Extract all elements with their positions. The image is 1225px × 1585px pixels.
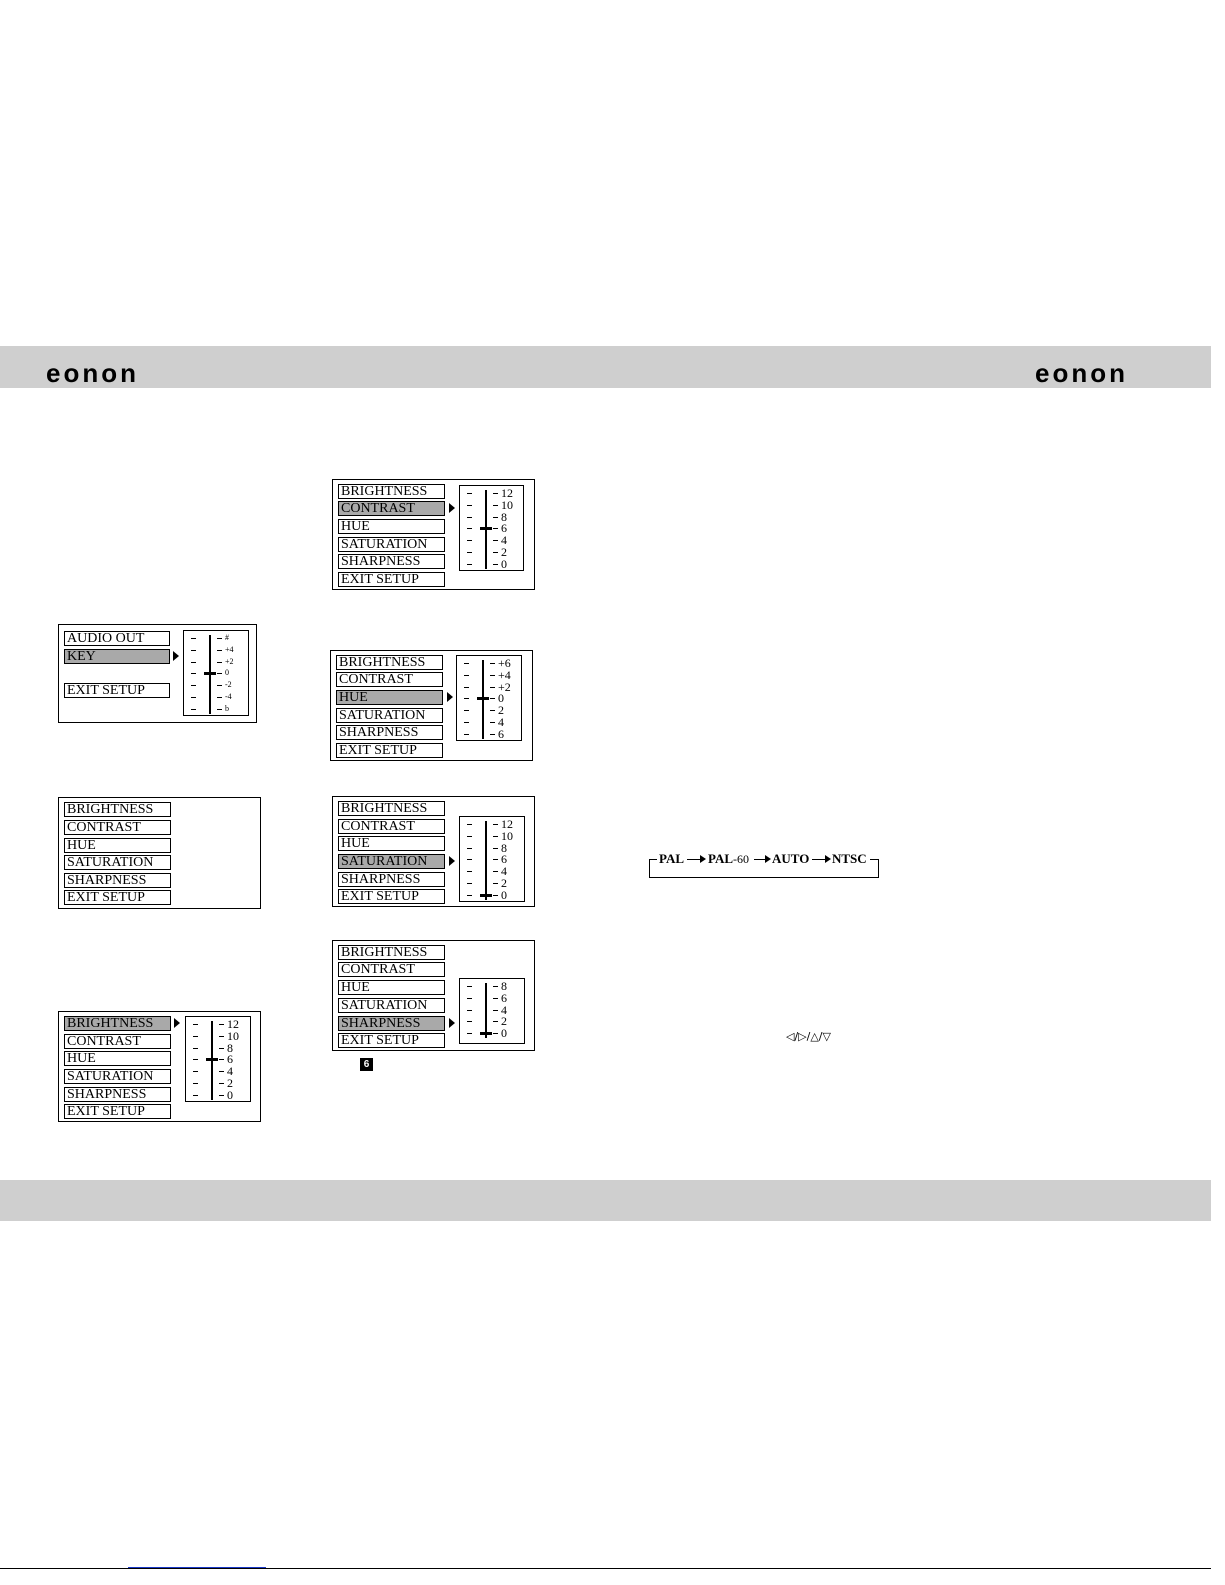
scale-label: 4 [498,715,504,729]
scale-tick-right [493,1010,498,1011]
scale-tick-left [464,675,469,676]
scale-label: +2 [225,656,234,666]
scale-label: 8 [501,979,507,993]
menu-item-contrast[interactable]: CONTRAST [338,962,445,977]
scale-label: +2 [498,679,511,694]
scale-tick-right [219,1095,224,1096]
scale-label: 6 [501,990,507,1005]
level-scale[interactable] [183,630,249,716]
menu-item-contrast[interactable]: CONTRAST [64,820,171,835]
scale-tick-left [191,662,196,663]
scale-label: 2 [501,876,507,890]
scale-tick-right [493,998,498,999]
scale-label: 0 [225,668,229,678]
scale-tick-right [493,517,498,518]
selection-arrow-icon [447,692,453,702]
scale-tick-right [217,697,222,698]
tv-system-auto: AUTO [772,851,810,866]
scale-tick-right [493,1021,498,1022]
scale-tick-right [493,883,498,884]
menu-item-hue[interactable]: HUE [338,836,445,851]
level-scale[interactable] [459,816,525,902]
scale-tick-right [217,638,222,639]
scale-label: 2 [501,545,507,559]
scale-label: 4 [501,864,507,879]
menu-item-hue[interactable]: HUE [338,980,445,995]
scale-label: 12 [501,486,513,500]
menu-item-saturation[interactable]: SATURATION [64,855,171,870]
scale-tick-left [467,540,472,541]
menu-item-contrast[interactable]: CONTRAST [336,672,443,687]
menu-item-hue[interactable]: HUE [64,1051,171,1066]
scale-tick-right [493,859,498,860]
scale-label: 8 [501,840,507,855]
scale-tick-right [493,1033,498,1034]
scale-level-marker[interactable] [480,527,492,530]
scale-tick-right [217,673,222,674]
menu-item-saturation[interactable]: SATURATION [338,537,445,552]
tv-system-pal60: PAL-60 [708,851,750,866]
scale-tick-right [217,685,222,686]
menu-item-exit-setup[interactable]: EXIT SETUP [338,572,445,587]
arrow-right-icon [765,855,771,863]
menu-item-sharpness[interactable]: SHARPNESS [336,725,443,740]
menu-item-audio-out[interactable]: AUDIO OUT [64,631,170,646]
scale-label: 4 [501,533,507,548]
scale-tick-left [467,528,472,529]
scale-tick-left [464,663,469,664]
osd-panel-audio-key [58,624,257,723]
scale-tick-right [490,687,495,688]
scale-tick-right [219,1024,224,1025]
arrow-right-icon [700,855,706,863]
scale-label: 2 [501,1014,507,1029]
level-scale[interactable] [459,485,524,571]
menu-item-hue[interactable]: HUE [64,838,171,853]
scale-label: +4 [225,644,234,654]
osd-panel-saturation [332,796,535,907]
scale-track [485,821,487,900]
scale-tick-left [193,1048,198,1049]
scale-label: -4 [225,692,232,701]
scale-tick-left [467,493,472,494]
scale-tick-left [191,673,196,674]
menu-item-exit-setup[interactable]: EXIT SETUP [336,743,443,758]
scale-label: 0 [227,1087,233,1102]
menu-item-brightness[interactable]: BRIGHTNESS [338,945,445,960]
scale-tick-right [493,824,498,825]
selection-arrow-icon [449,1018,455,1028]
menu-item-sharpness[interactable]: SHARPNESS [64,873,171,888]
menu-item-saturation[interactable]: SATURATION [338,854,445,869]
scale-tick-right [219,1083,224,1084]
scale-tick-left [467,848,472,849]
scale-tick-left [464,710,469,711]
menu-item-brightness[interactable]: BRIGHTNESS [64,802,171,817]
scale-track [485,983,487,1038]
scale-tick-left [467,883,472,884]
osd-panel-brightness [58,1011,261,1122]
arrow-right-icon [825,855,831,863]
scale-tick-left [193,1083,198,1084]
scale-label: 12 [501,817,513,831]
scale-tick-right [493,848,498,849]
scale-label: 6 [498,726,504,741]
menu-item-hue[interactable]: HUE [338,519,445,534]
scale-tick-left [191,697,196,698]
menu-item-sharpness[interactable]: SHARPNESS [338,872,445,887]
scale-label: 0 [498,691,504,706]
scale-tick-left [191,685,196,686]
scale-tick-right [217,662,222,663]
scale-tick-left [193,1036,198,1037]
scale-label: 10 [501,828,513,843]
menu-item-saturation[interactable]: SATURATION [64,1069,171,1084]
scale-tick-right [490,698,495,699]
scale-tick-left [467,517,472,518]
scale-label: 0 [501,1026,507,1041]
scale-tick-left [467,824,472,825]
scale-tick-right [493,986,498,987]
footer-band [0,1180,1211,1221]
menu-item-sharpness[interactable]: SHARPNESS [338,554,445,569]
page-number: 6 [360,1058,373,1071]
scale-label: 6 [501,521,507,536]
menu-item-exit-setup[interactable]: EXIT SETUP [338,1033,445,1048]
menu-item-exit-setup[interactable]: EXIT SETUP [64,1104,171,1119]
scale-tick-left [191,638,196,639]
scale-tick-right [217,650,222,651]
scale-tick-left [467,564,472,565]
scale-tick-left [467,1021,472,1022]
scale-tick-left [467,986,472,987]
scale-label: 8 [501,509,507,524]
scale-tick-right [490,710,495,711]
scale-tick-right [493,540,498,541]
scale-tick-left [191,709,196,710]
menu-item-brightness[interactable]: BRIGHTNESS [338,484,445,499]
scale-label: 0 [501,887,507,902]
scale-tick-right [493,564,498,565]
level-scale[interactable] [456,655,522,741]
scale-label: 8 [227,1040,233,1055]
scale-label: 0 [501,556,507,571]
osd-panel-video-menu [58,797,261,909]
brand-logo-left: eonon [46,358,139,388]
scale-tick-left [464,687,469,688]
scale-label: 4 [227,1064,233,1079]
scale-level-marker[interactable] [204,672,216,675]
tv-system-pal: PAL [659,851,685,866]
scale-label: 10 [227,1028,239,1043]
scale-tick-left [193,1059,198,1060]
scale-tick-left [467,1033,472,1034]
scale-tick-left [464,722,469,723]
menu-item-sharpness[interactable]: SHARPNESS [338,1016,445,1031]
selection-arrow-icon [173,651,179,661]
scale-level-marker[interactable] [206,1058,218,1061]
scale-tick-left [467,505,472,506]
scale-label: 2 [227,1076,233,1090]
osd-panel-contrast [332,479,535,590]
scale-tick-left [467,1010,472,1011]
scale-tick-right [490,663,495,664]
menu-item-hue[interactable]: HUE [336,690,443,705]
menu-item-saturation[interactable]: SATURATION [336,708,443,723]
scale-level-marker[interactable] [480,1032,492,1035]
menu-item-key[interactable]: KEY [64,649,170,664]
scale-tick-left [191,650,196,651]
scale-tick-left [467,552,472,553]
menu-item-contrast[interactable]: CONTRAST [338,819,445,834]
scale-tick-right [493,552,498,553]
scale-tick-left [464,734,469,735]
scale-tick-left [464,698,469,699]
scale-tick-right [493,895,498,896]
selection-arrow-icon [449,856,455,866]
menu-item-exit-setup[interactable]: EXIT SETUP [338,889,445,904]
selection-arrow-icon [449,503,455,513]
scale-tick-right [219,1048,224,1049]
osd-panel-hue [330,650,533,761]
menu-item-brightness[interactable]: BRIGHTNESS [338,801,445,816]
scale-tick-left [467,895,472,896]
scale-tick-right [217,709,222,710]
scale-label: 12 [227,1017,239,1031]
level-scale[interactable] [459,978,525,1044]
scale-label: 6 [227,1052,233,1067]
scale-tick-left [467,871,472,872]
tv-system-ntsc: NTSC [832,851,867,866]
scale-tick-left [193,1095,198,1096]
menu-item-contrast[interactable]: CONTRAST [338,501,445,516]
scale-label: 10 [501,497,513,512]
scale-level-marker[interactable] [480,894,492,897]
menu-item-saturation[interactable]: SATURATION [338,998,445,1013]
osd-panel-sharpness [332,940,535,1051]
scale-label: 6 [501,852,507,867]
tv-system-cycle [649,851,889,881]
hyperlink-underline[interactable] [128,1567,266,1568]
menu-item-exit-setup[interactable]: EXIT SETUP [64,683,170,698]
scale-tick-right [493,871,498,872]
scale-tick-right [493,505,498,506]
scale-tick-right [219,1059,224,1060]
scale-label: # [225,633,229,642]
menu-item-brightness[interactable]: BRIGHTNESS [64,1016,171,1031]
scale-tick-right [490,675,495,676]
scale-tick-right [493,493,498,494]
menu-item-brightness[interactable]: BRIGHTNESS [336,655,443,670]
scale-tick-left [193,1024,198,1025]
scale-tick-left [467,836,472,837]
scale-level-marker[interactable] [477,697,489,700]
scale-tick-left [467,998,472,999]
scale-tick-right [219,1036,224,1037]
scale-tick-right [493,528,498,529]
scale-tick-right [490,734,495,735]
scale-label: -2 [225,680,232,690]
scale-tick-right [490,722,495,723]
scale-tick-left [193,1071,198,1072]
scale-label: 2 [498,703,504,718]
menu-item-sharpness[interactable]: SHARPNESS [64,1087,171,1102]
menu-item-contrast[interactable]: CONTRAST [64,1034,171,1049]
brand-logo-right: eonon [1035,358,1128,388]
scale-tick-left [467,859,472,860]
scale-label: +4 [498,667,511,682]
navigation-keys-icon: ◁/▷/△/▽ [786,1030,831,1043]
level-scale[interactable] [185,1016,251,1102]
selection-arrow-icon [174,1018,180,1028]
scale-label: 4 [501,1002,507,1017]
bottom-rule [0,1568,1211,1569]
scale-tick-right [493,836,498,837]
scale-label: b [225,703,229,713]
scale-label: +6 [498,656,511,670]
header-band [0,346,1211,388]
menu-item-exit-setup[interactable]: EXIT SETUP [64,890,171,905]
scale-tick-right [219,1071,224,1072]
